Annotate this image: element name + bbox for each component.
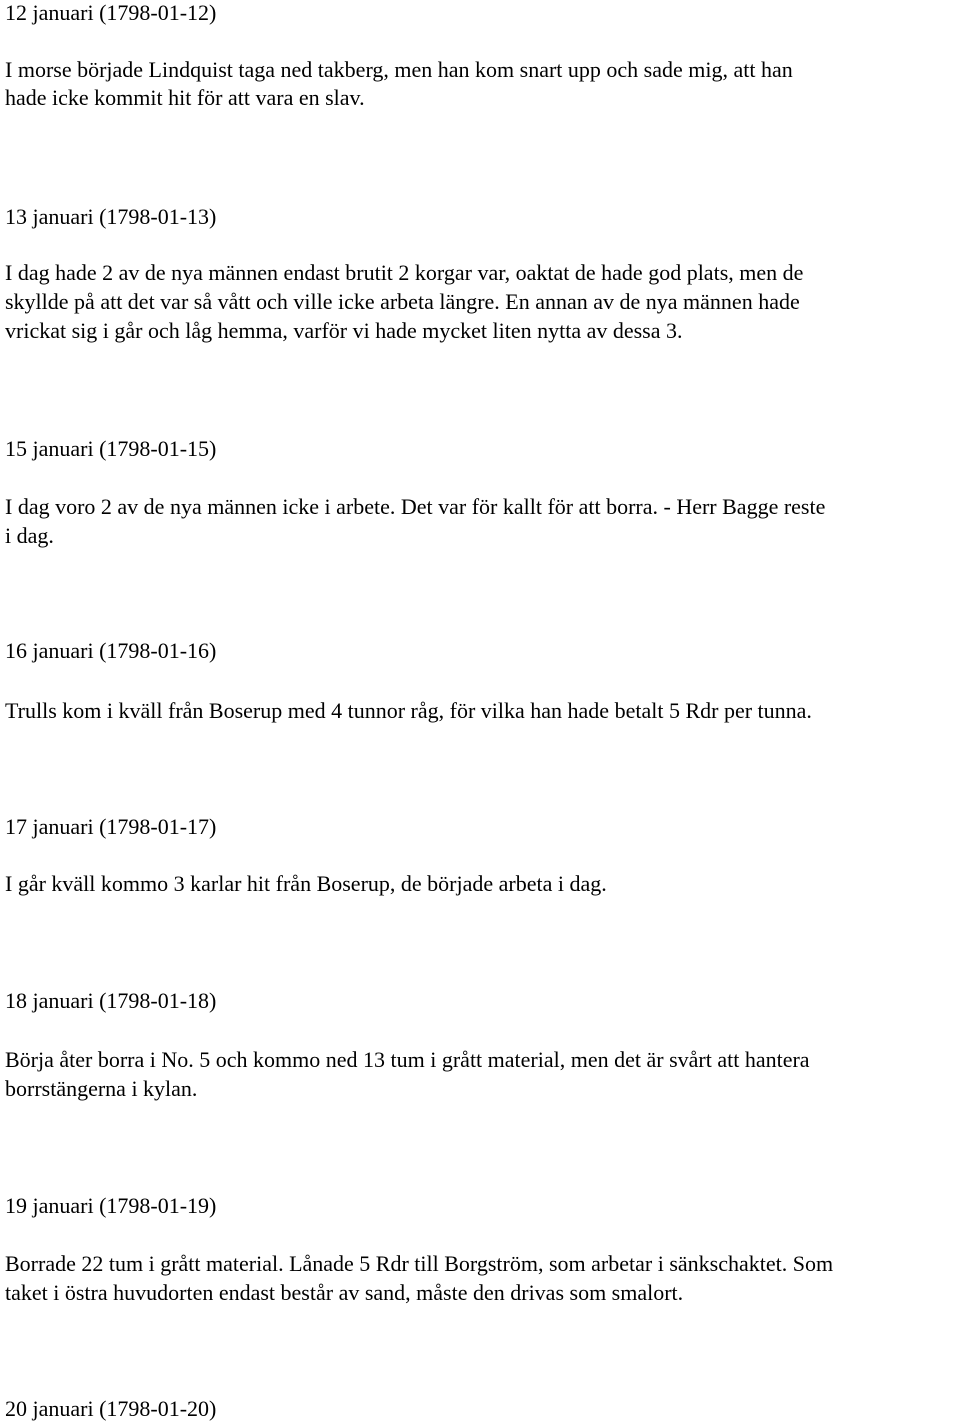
entry-text-line: Trulls kom i kväll från Boserup med 4 tunnor råg, för vilka han hade betalt 5 Rdr per tunna. [5, 698, 812, 723]
entry-text-line: I morse började Lindquist taga ned takberg, men han kom snart upp och sade mig, att han [5, 57, 793, 82]
entry-date: 16 januari (1798-01-16) [5, 638, 217, 663]
entry-text-line: I dag hade 2 av de nya männen endast brutit 2 korgar var, oaktat de hade god plats, men de [5, 260, 804, 285]
entry-date: 15 januari (1798-01-15) [5, 436, 217, 461]
entry-text-line: skyllde på att det var så vått och ville icke arbeta längre. En annan av de nya männen hade [5, 289, 800, 314]
entry-text-line: hade icke kommit hit för att vara en slav. [5, 85, 365, 110]
entry-date: 12 januari (1798-01-12) [5, 0, 217, 25]
entry-date: 17 januari (1798-01-17) [5, 814, 217, 839]
entry-text-line: borrstängerna i kylan. [5, 1076, 198, 1101]
entry-text-line: I går kväll kommo 3 karlar hit från Boserup, de började arbeta i dag. [5, 871, 607, 896]
entry-text-line: Börja åter borra i No. 5 och kommo ned 13 tum i grått material, men det är svårt att hantera [5, 1047, 810, 1072]
entry-date: 19 januari (1798-01-19) [5, 1193, 217, 1218]
entry-date: 20 januari (1798-01-20) [5, 1396, 217, 1421]
entry-text-line: I dag voro 2 av de nya männen icke i arbete. Det var för kallt för att borra. - Herr Bagge reste [5, 494, 826, 519]
entry-date: 18 januari (1798-01-18) [5, 988, 217, 1013]
entry-text-line: i dag. [5, 523, 54, 548]
entry-date: 13 januari (1798-01-13) [5, 204, 217, 229]
entry-text-line: vrickat sig i går och låg hemma, varför vi hade mycket liten nytta av dessa 3. [5, 318, 683, 343]
entry-text-line: Borrade 22 tum i grått material. Lånade 5 Rdr till Borgström, som arbetar i sänkschaktet. Som [5, 1251, 834, 1276]
entry-text-line: taket i östra huvudorten endast består av sand, måste den drivas som smalort. [5, 1280, 684, 1305]
